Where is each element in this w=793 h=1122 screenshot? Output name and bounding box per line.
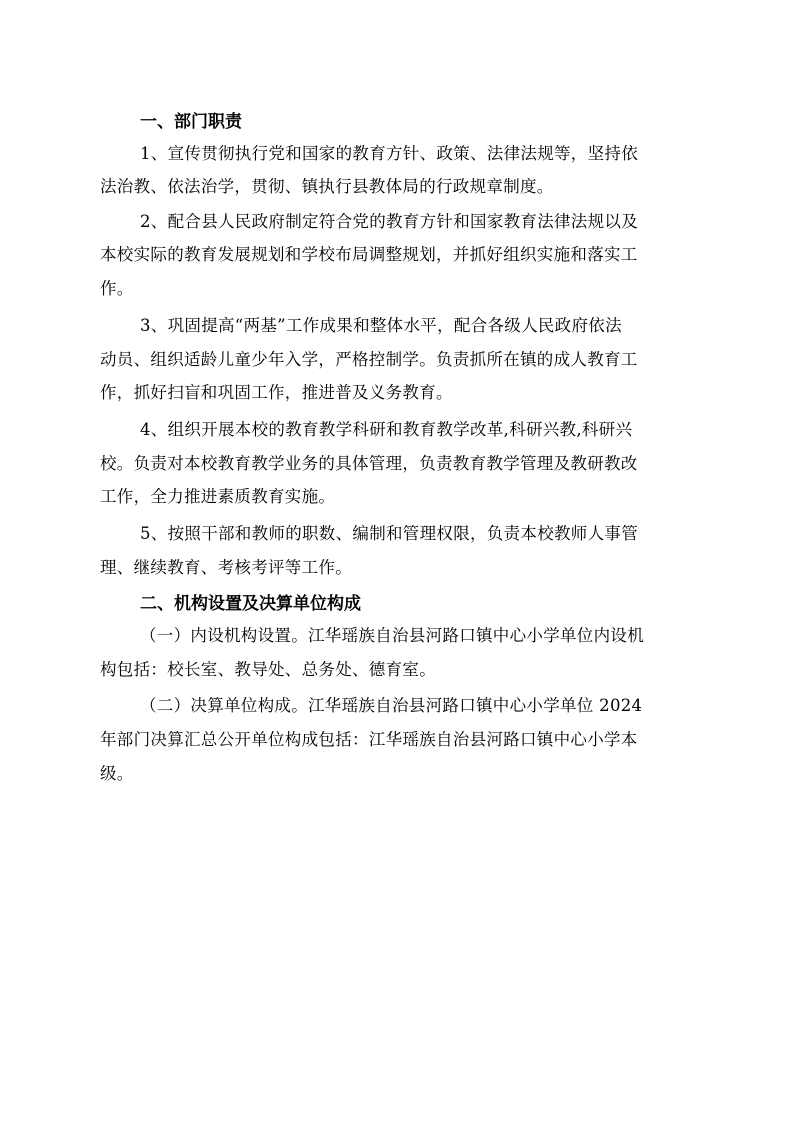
paragraph-line: 2、配合县人民政府制定符合党的教育方针和国家教育法律法规以及 bbox=[140, 212, 638, 231]
paragraph-line: 理、继续教育、考核考评等工作。 bbox=[100, 558, 352, 577]
paragraph-line: 1、宣传贯彻执行党和国家的教育方针、政策、法律法规等，坚持依 bbox=[140, 144, 638, 163]
paragraph-line: （二）决算单位构成。江华瑶族自治县河路口镇中心小学单位 2024 bbox=[140, 696, 643, 715]
paragraph-line: 作，抓好扫盲和巩固工作，推进普及义务教育。 bbox=[100, 383, 453, 402]
paragraph-line: 3、巩固提高“两基”工作成果和整体水平，配合各级人民政府依法 bbox=[140, 316, 622, 335]
paragraph-line: 作。 bbox=[100, 279, 134, 298]
paragraph-line: 工作，全力推进素质教育实施。 bbox=[100, 487, 336, 506]
section-heading-duties: 一、部门职责 bbox=[140, 112, 242, 132]
paragraph-line: （一）内设机构设置。江华瑶族自治县河路口镇中心小学单位内设机 bbox=[140, 626, 644, 645]
paragraph-line: 本校实际的教育发展规划和学校布局调整规划，并抓好组织实施和落实工 bbox=[100, 245, 638, 264]
paragraph-line: 法治教、依法治学，贯彻、镇执行县教体局的行政规章制度。 bbox=[100, 177, 554, 196]
paragraph-line: 动员、组织适龄儿童少年入学，严格控制学。负责抓所在镇的成人教育工 bbox=[100, 350, 638, 369]
paragraph-line: 构包括：校长室、教导处、总务处、德育室。 bbox=[100, 660, 436, 679]
section-heading-structure: 二、机构设置及决算单位构成 bbox=[140, 594, 361, 614]
paragraph-line: 校。负责对本校教育教学业务的具体管理，负责教育教学管理及教研教改 bbox=[100, 454, 638, 473]
paragraph-line: 级。 bbox=[100, 764, 134, 783]
paragraph-line: 4、组织开展本校的教育教学科研和教育教学改革,科研兴教,科研兴 bbox=[140, 420, 633, 439]
paragraph-line: 年部门决算汇总公开单位构成包括：江华瑶族自治县河路口镇中心小学本 bbox=[100, 730, 638, 749]
paragraph-line: 5、按照干部和教师的职数、编制和管理权限，负责本校教师人事管 bbox=[140, 524, 638, 543]
